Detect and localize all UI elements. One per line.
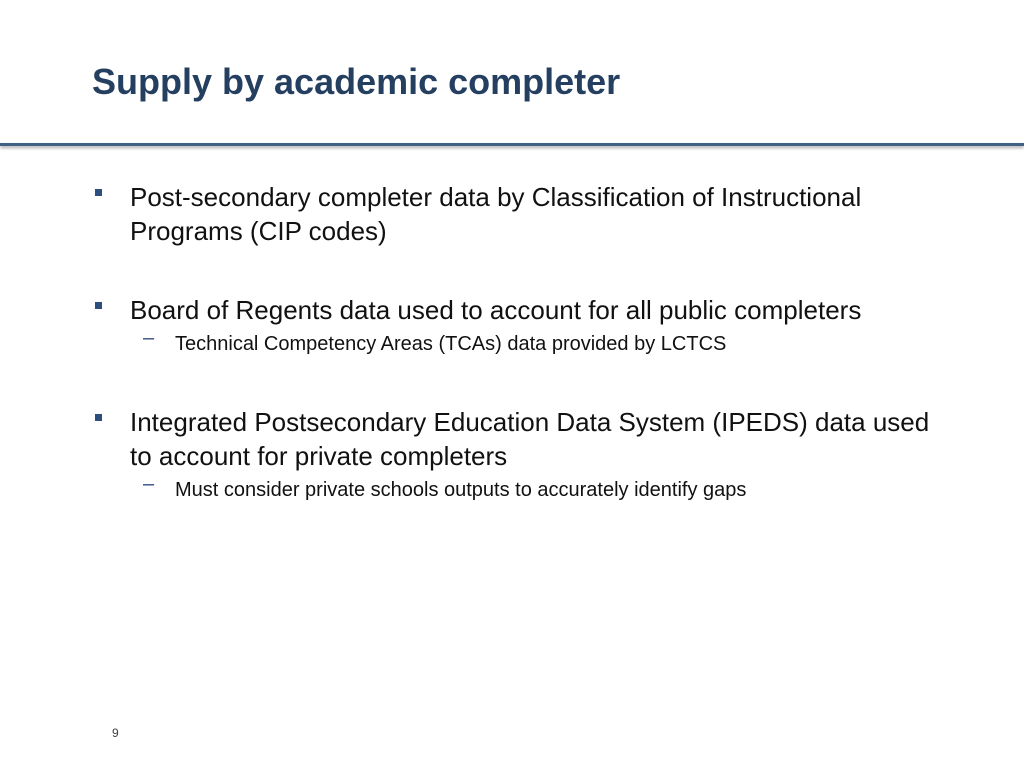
page-number: 9: [112, 726, 119, 740]
slide-title: Supply by academic completer: [92, 61, 621, 102]
sub-bullet-item: [143, 327, 952, 357]
bullet-text: Post-secondary completer data by Classification of Instructional Programs (CIP codes): [130, 182, 862, 246]
bullet-item-1: [92, 180, 952, 248]
bullet-item-3: [92, 405, 952, 503]
bullet-text: Integrated Postsecondary Education Data System (IPEDS) data used to account for private completers: [130, 407, 930, 471]
square-bullet-icon: [95, 302, 102, 309]
bullet-item-2: [92, 293, 952, 357]
title-divider: [0, 143, 1024, 146]
sub-bullet-item: [143, 473, 952, 503]
square-bullet-icon: [95, 414, 102, 421]
dash-bullet-icon: –: [143, 327, 155, 349]
bullet-text: Board of Regents data used to account for all public completers: [130, 295, 862, 325]
sub-bullet-text: Technical Competency Areas (TCAs) data provided by LCTCS: [175, 333, 727, 355]
sub-bullet-text: Must consider private schools outputs to accurately identify gaps: [175, 479, 747, 501]
dash-bullet-icon: –: [143, 473, 155, 495]
square-bullet-icon: [95, 189, 102, 196]
